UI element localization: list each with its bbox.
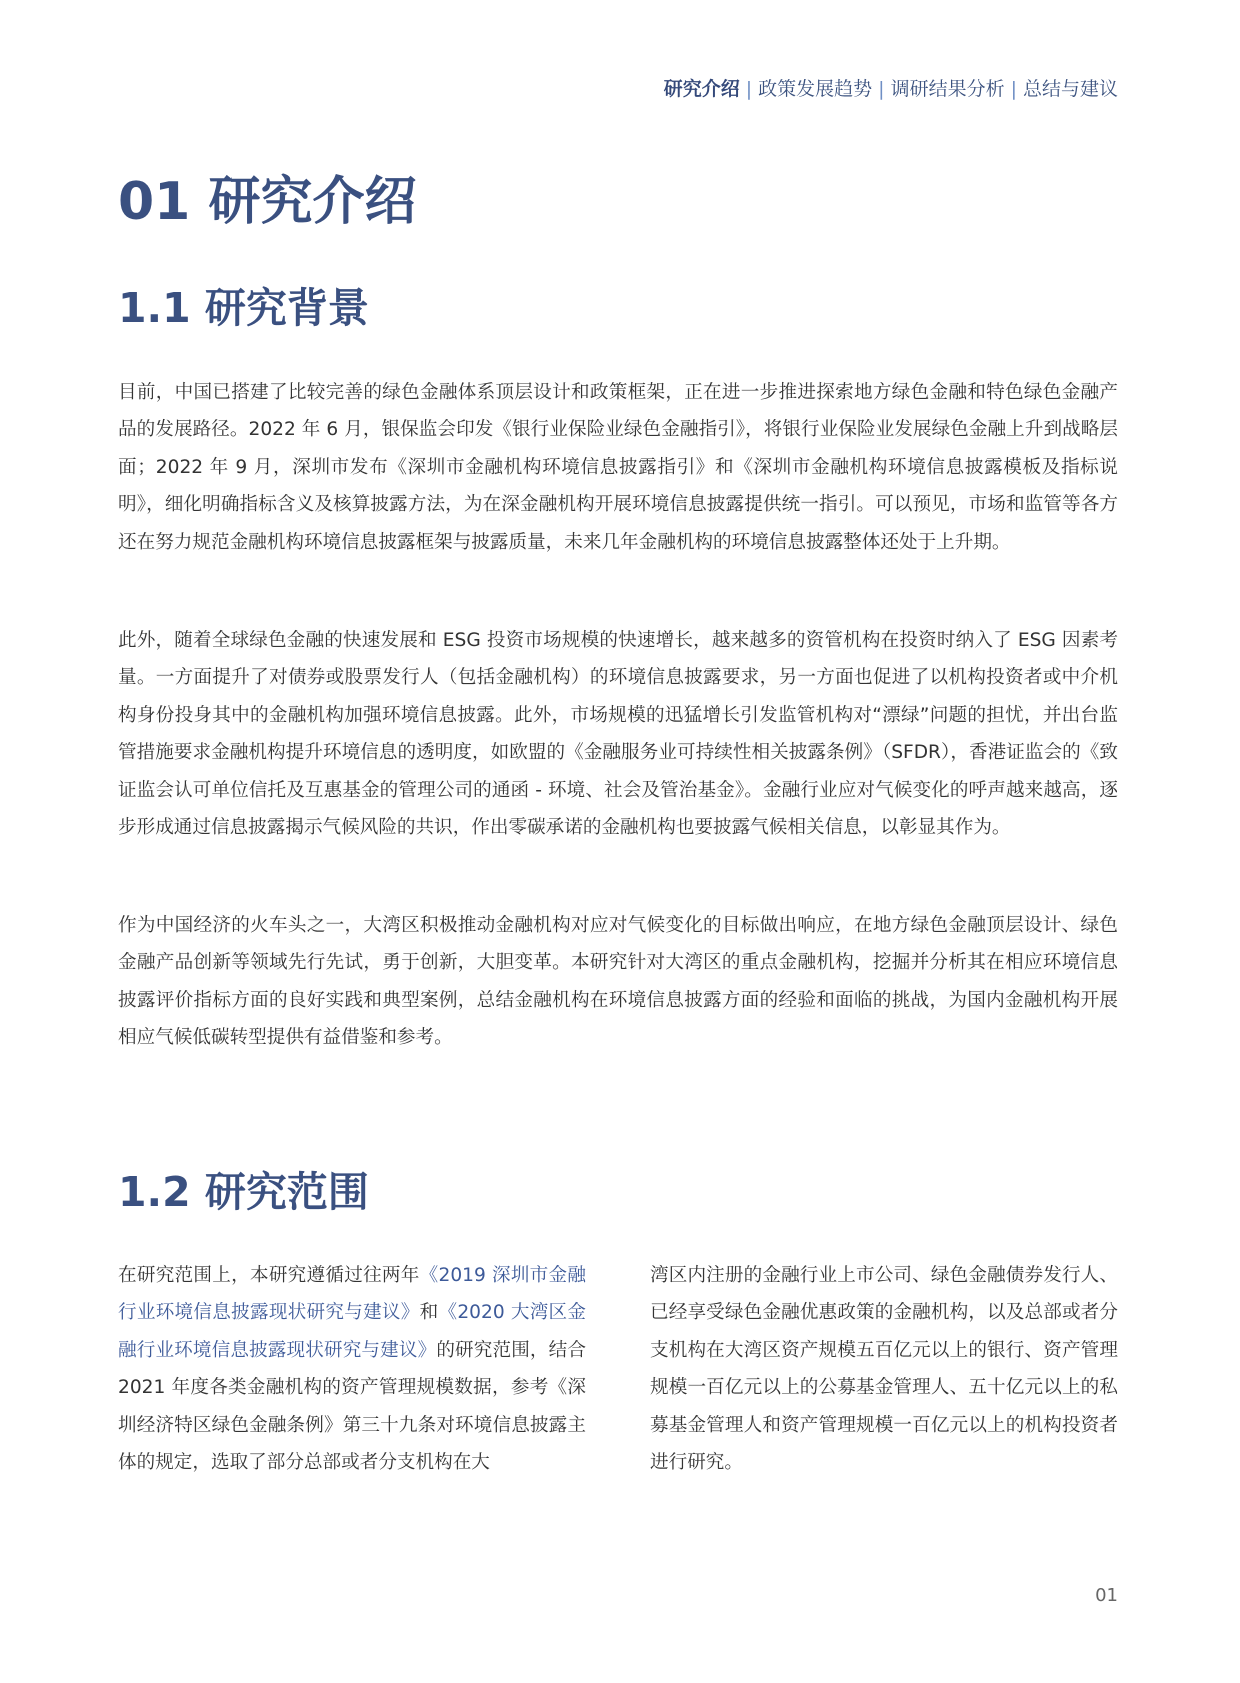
report-2019-link[interactable]: 《2019 深圳市金融行业环境信息披露现状研究与建议》	[118, 1265, 586, 1324]
paragraph: 此外，随着全球绿色金融的快速发展和 ESG 投资市场规模的快速增长，越来越多的资管机构在投资时纳入了 ESG 因素考量。一方面提升了对债券或股票发行人（包括金融机构）的环境信息披露要求，另一方面也促进了以机构投资者或中介机构身份投身其中的金融机构加强环境信息披露。此外，市场规模的迅猛增长引发监管机构对“漂绿”问题的担忧，并出台监管措施要求金融机构提升环境信息的透明度，如欧盟的《金融服务业可持续性相关披露条例》（SFDR），香港证监会的《致证监会认可单位信托及互惠基金的管理公司的通函 - 环境、社会及管治基金》。金融行业应对气候变化的呼声越来越高，逐步形成通过信息披露揭示气候风险的共识，作出零碳承诺的金融机构也要披露气候相关信息，以彰显其作为。	[118, 630, 1118, 839]
text: 的研究范围，结合 2021 年度各类金融机构的资产管理规模数据，参考《深圳经济特区绿色金融条例》第三十九条对环境信息披露主体的规定，选取了部分总部或者分支机构在大	[118, 1339, 586, 1474]
nav-separator: |	[878, 78, 885, 100]
text: 和	[419, 1302, 439, 1324]
section-title-background: 1.1 研究背景	[118, 284, 369, 332]
nav-item-survey-analysis[interactable]: 调研结果分析	[890, 78, 1005, 100]
section-nav	[664, 74, 1118, 101]
nav-item-research-intro[interactable]: 研究介绍	[663, 78, 740, 100]
nav-separator: |	[745, 78, 753, 100]
nav-item-summary[interactable]: 总结与建议	[1022, 78, 1118, 100]
nav-item-policy-trends[interactable]: 政策发展趋势	[758, 78, 873, 100]
page-number: 01	[1095, 1585, 1118, 1606]
scope-right-column: 湾区内注册的金融行业上市公司、绿色金融债券发行人、已经享受绿色金融优惠政策的金融机构，以及总部或者分支机构在大湾区资产规模五百亿元以上的银行、资产管理规模一百亿元以上的公募基金管理人、五十亿元以上的私募基金管理人和资产管理规模一百亿元以上的机构投资者进行研究。	[650, 1265, 1118, 1474]
chapter-title: 01 研究介绍	[118, 172, 417, 232]
paragraph: 目前，中国已搭建了比较完善的绿色金融体系顶层设计和政策框架，正在进一步推进探索地方绿色金融和特色绿色金融产品的发展路径。2022 年 6 月，银保监会印发《银行业保险业绿色金融指引》，将银行业保险业发展绿色金融上升到战略层面；2022 年 9 月，深圳市发布《深圳市金融机构环境信息披露指引》和《深圳市金融机构环境信息披露模板及指标说明》，细化明确指标含义及核算披露方法，为在深金融机构开展环境信息披露提供统一指引。可以预见，市场和监管等各方还在努力规范金融机构环境信息披露框架与披露质量，未来几年金融机构的环境信息披露整体还处于上升期。	[118, 382, 1118, 553]
report-2020-link[interactable]: 《2020 大湾区金融行业环境信息披露现状研究与建议》	[118, 1302, 586, 1361]
scope-left-column	[118, 1257, 586, 1481]
paragraph: 作为中国经济的火车头之一，大湾区积极推动金融机构对应对气候变化的目标做出响应，在地方绿色金融顶层设计、绿色金融产品创新等领域先行先试，勇于创新，大胆变革。本研究针对大湾区的重点金融机构，挖掘并分析其在相应环境信息披露评价指标方面的良好实践和典型案例，总结金融机构在环境信息披露方面的经验和面临的挑战，为国内金融机构开展相应气候低碳转型提供有益借鉴和参考。	[118, 915, 1118, 1049]
text: 在研究范围上，本研究遵循过往两年	[118, 1265, 420, 1286]
nav-separator: |	[1010, 78, 1017, 100]
section-title-scope: 1.2 研究范围	[118, 1168, 369, 1216]
